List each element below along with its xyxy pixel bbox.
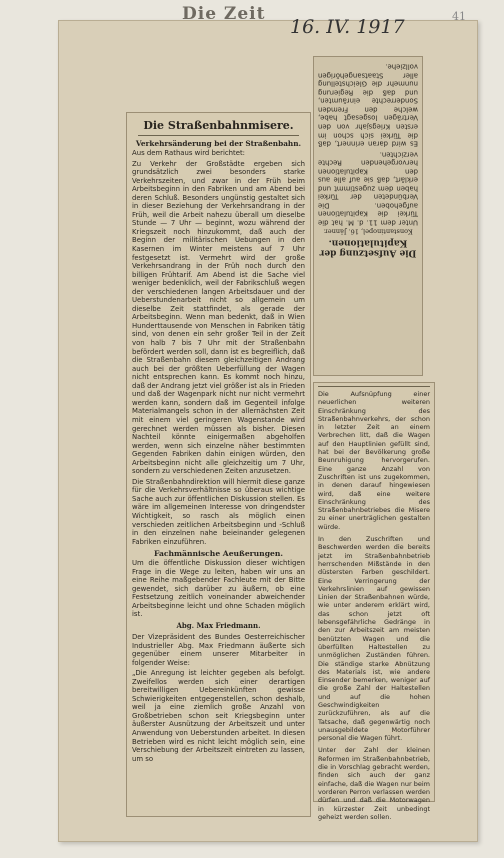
article-paragraph: Die Straßenbahndirektion will hiermit diese ganze für die Verkehrsverhältnisse so überaus wichtige Sache auch zur öffentlichen Diskussion stellen. Es wäre im allgemeinen Interesse von dringendster Wichtigkeit, so rasch als möglich einen verschieden zeitlichen Arbeitsbeginn und -Schluß in den einzelnen nahe beieinander gelegenen Fabriken einzuführen. xyxy=(132,477,305,546)
divider xyxy=(318,386,430,387)
article-subtitle: Verkehrsänderung bei der Straßenbahn. xyxy=(135,139,302,148)
article-paragraph: Der Vizepräsident des Bundes Oesterreichischer Industrieller Abg. Max Friedmann äußerte sich gegenüber einem unserer Mitarbeiter in folgender Weise: xyxy=(132,632,305,667)
page-number: 41 xyxy=(452,10,466,23)
article-paragraph: Um die öffentliche Diskussion dieser wichtigen Frage in die Wege zu leiten, haben wir uns an eine Reihe maßgebender Fachleute mit der Bitte gewendet, sich darüber zu äußern, ob eine Festsetzung zeitlich voneinander abweichender Arbeitsbeginne leicht und ohne Schaden möglich ist. xyxy=(132,559,305,619)
article-paragraph: Unter der Zahl der kleinen Reformen im Straßenbahnbetrieb, die in Vorschlag gebracht werden, finden sich auch der ganz einfache, daß die Wagen nur beim vorderen Perron verlassen werden dürfen und daß die Motorwagen in kürzester Zeit unbedingt geheizt werden sollen. xyxy=(318,746,430,821)
article-paragraph: „Die Anregung ist leichter gegeben als befolgt. Zweifellos werden sich einer derartigen bereitwilligen Uebereinkünften gewisse Schwierigkeiten entgegenstellen, schon deshalb, weil ja eine ziemlich große Anzahl von Großbetrieben schon seit Kriegsbeginn unter äußerster Ausnützung der Arbeitszeit und unter Anwendung von Ueberstunden arbeitet. In diesen Betrieben wird es nicht leicht möglich sein, eine Verschiebung der Arbeitszeit eintreten zu lassen, um so xyxy=(132,669,305,763)
masthead: Die Zeit xyxy=(182,4,266,24)
article-paragraph: Die Aufsnüpfung einer neuerlichen weiteren Einschränkung des Straßenbahnverkehrs, der schon in letzter Zeit an einem Verbrechen litt, daß die Wagen auf den Hauptlinien gefüllt sind, hat bei der Bevölkerung große Beunruhigung hervorgerufen. Eine ganze Anzahl von Zuschriften ist uns zugekommen, in denen darauf hingewiesen wird, daß eine weitere Einschränkung des Straßenbahnbetriebes die Misere zu einer unerträglichen gestalten würde. xyxy=(318,390,430,531)
article-title: Die Straßenbahnmisere. xyxy=(143,119,294,132)
signature: Abg. Max Friedmann. xyxy=(176,620,261,630)
upside-down-clipping xyxy=(313,56,423,376)
article-paragraph: Zu Verkehr der Großstädte ergeben sich grundsätzlich zwei besonders starke Verkehrszeiten, und zwar in der Früh beim Arbeitsbeginn in den Fabriken und am Abend bei deren Schluß. Besonders ungünstig gestaltet sich in dieser Beziehung der Verkehrsandrang in der Früh, weil die Arbeit nahezu überall um dieselbe Stunde — 7 Uhr — beginnt, wozu während der Kriegszeit noch hinzukommt, daß auch der Beginn der militärischen Uebungen in den Kasernen im Winter meistens auf 7 Uhr festgesetzt ist. Vermehrt wird der große Verkehrsandrang in der Früh noch durch den billigen Frühtarif. Am Abend ist die Sache viel weniger bedenklich, weil der Fabrikschluß wegen der verschiedenen langen Arbeitsdauer und der Ueberstundenarbeit nicht so allgemein um dieselbe Zeit stattfindet, als gerade der Arbeitsbeginn. Wenn man bedenkt, daß in Wien Hunderttausende von Menschen in Fabriken tätig sind, von denen ein sehr großer Teil in der Zeit von halb 7 bis 7 Uhr mit der Straßenbahn befördert werden soll, dann ist es begreiflich, daß die Straßenbahn diesem gleichzeitigen Andrang auch bei der größten Ueberfüllung der Wagen nicht entsprechen kann. Es kommt noch hinzu, daß der Andrang jetzt viel größer ist als in Frieden und daß der Wagenpark nicht nur nicht vermehrt werden kann, sondern daß im Gegenteil infolge Materialmangels schon in der allernächsten Zeit mit einem viel geringeren Wagenstande wird gerechnet werden müssen als bisher. Diesen Nachteil könnte einigermaßen abgeholfen werden, wenn sich einzelne näher bestimmten Gegenden Fabriken dahin einigen würden, den Arbeitsbeginn nicht alle gleichzeitig um 7 Uhr, sondern zu verschiedenen Zeiten anzusetzen. xyxy=(132,159,305,476)
main-article-clipping xyxy=(126,112,311,817)
upside-down-content xyxy=(318,62,418,257)
handwritten-date: 16. IV. 1917 xyxy=(290,16,405,38)
clipping-title: Die Aufsetzung der Kapitulationen. xyxy=(319,237,417,258)
article-source: Aus dem Rathaus wird berichtet: xyxy=(132,149,245,157)
article-paragraph: In den Zuschriften und Beschwerden werden die bereits jetzt im Straßenbahnbetrieb herrschenden Mißstände in den düstersten Farben geschildert. Eine Verringerung der Verkehrslinien auf gewissen Linien der Straßenbahnen würde, wie unter anderem erklärt wird, das schon jetzt oft lebensgefährliche Gedränge in den zur Arbeitszeit am meisten benützten Wagen und die überfüllten Haltestellen zu unmöglichen Zuständen führen. Die ständige starke Abnützung des Materials ist, wie andere Einsender bemerken, weniger auf die große Zahl der Haltestellen und auf die hohen Geschwindigkeiten zurückzuführen, als auf die Tatsache, daß gegenwärtig noch unausgebildete Motorführer personal die Wagen führt. xyxy=(318,535,430,743)
clipping-dateline: Konstantinopel, 16. Jänner. xyxy=(323,227,413,236)
section-heading: Fachmännische Aeußerungen. xyxy=(153,549,283,559)
clipping-paragraph: Es wird daran erinnert, daß die Türkei sich schon im ersten Kriegsjahr von den Verträgen losgesagt habe, welche den Fremden Sonderrechte einräumten, und daß die Regierung nunmehr die Gleichstellung aller Staatsangehörigen vollziehe. xyxy=(318,62,418,148)
clipping-paragraph: Unter dem 11. d. M. hat die Türkei die Kapitulationen aufgehoben. Die Verbündeten der Türkei haben dem zugestimmt und erklärt, daß sie auf alle aus den Kapitulationen hervorgehenden Rechte verzichten. xyxy=(318,150,418,227)
lower-right-clipping xyxy=(313,382,435,821)
divider xyxy=(138,135,299,136)
